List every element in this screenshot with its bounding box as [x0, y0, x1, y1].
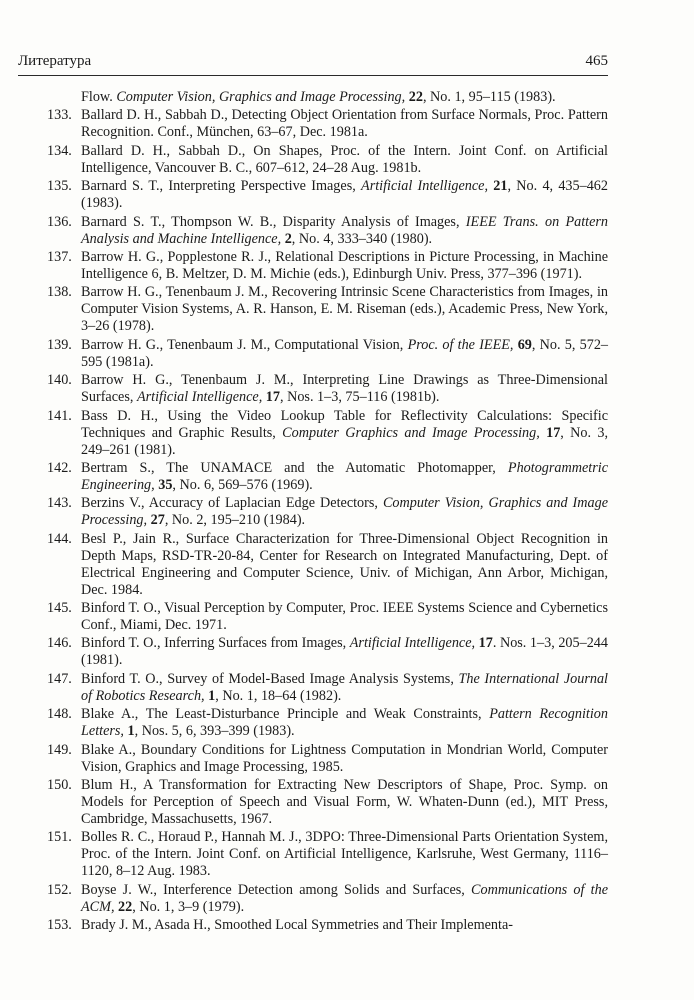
- reference-text: [81, 89, 608, 106]
- reference-text-run: Bolles R. C., Horaud P., Hannah M. J., 3DPO: Three-Dimensional Parts Orientation System, Proc. of the Intern. Joint Conf. on Artificial Intelligence, Karlsruhe, West Germany, 1116–1120, 8–12 Aug. 1983.: [81, 829, 608, 880]
- reference-source-title: Proc. of the IEEE,: [407, 336, 514, 353]
- reference-source-title: The International Journal of Robotics Research,: [81, 670, 608, 704]
- reference-number: 137.: [47, 248, 72, 265]
- reference-text-run: Binford T. O., Inferring Surfaces from Images,: [81, 635, 350, 652]
- reference-text: [81, 178, 608, 212]
- reference-number: 138.: [47, 284, 72, 301]
- reference-text-run: Boyse J. W., Interference Detection among Solids and Surfaces,: [81, 881, 472, 898]
- reference-text-run: Flow.: [81, 89, 117, 105]
- reference-source-title: Photogrammetric Engineering,: [81, 459, 608, 493]
- reference-entry: [18, 284, 608, 335]
- reference-number: 134.: [47, 142, 72, 159]
- reference-volume: 35: [158, 476, 173, 493]
- reference-entry: [18, 107, 608, 141]
- reference-number: 135.: [47, 178, 72, 195]
- reference-volume: 2: [284, 230, 292, 247]
- reference-entry: [18, 214, 608, 248]
- running-title: Литература: [18, 53, 92, 69]
- reference-entry: [18, 89, 608, 106]
- reference-number: 143.: [47, 495, 72, 512]
- reference-text: [81, 635, 608, 669]
- reference-text: [81, 777, 608, 828]
- reference-entry: [18, 742, 608, 776]
- reference-source-title: Computer Graphics and Image Processing,: [282, 424, 540, 441]
- reference-text-run: Barrow H. G., Tenenbaum J. M., Recovering Intrinsic Scene Characteristics from Images, in Computer Vision Systems, A. R. Hanson, E. M. Riseman (eds.), Academic Press, New York, 3–26 (1978).: [81, 284, 608, 335]
- reference-volume: 22: [408, 89, 423, 105]
- reference-volume: 21: [493, 178, 508, 195]
- reference-volume: 69: [517, 336, 532, 353]
- reference-text: [81, 107, 608, 141]
- reference-source-title: IEEE Trans. on Pattern Analysis and Machine Intelligence,: [81, 213, 608, 247]
- reference-number: 133.: [47, 107, 72, 124]
- reference-text: [81, 600, 608, 634]
- reference-text: [81, 495, 608, 529]
- reference-text-run: , No. 1, 18–64 (1982).: [215, 687, 342, 704]
- reference-text: [81, 917, 608, 934]
- reference-text: [81, 372, 608, 406]
- reference-text-run: , No. 4, 333–340 (1980).: [291, 230, 433, 247]
- reference-text-run: Barrow H. G., Tenenbaum J. M., Computational Vision,: [81, 336, 408, 353]
- reference-entry: [18, 600, 608, 634]
- reference-text-run: Binford T. O., Visual Perception by Computer, Proc. IEEE Systems Science and Cybernetics Conf., Miami, Dec. 1971.: [81, 600, 608, 634]
- reference-text-run: Blake A., The Least-Disturbance Principle and Weak Constraints,: [81, 706, 490, 723]
- reference-text-run: Binford T. O., Survey of Model-Based Image Analysis Systems,: [81, 670, 459, 687]
- reference-source-title: Communications of the ACM,: [81, 881, 608, 915]
- reference-number: 142.: [47, 459, 72, 476]
- reference-volume: 17: [265, 389, 280, 406]
- reference-entry: [18, 495, 608, 529]
- reference-source-title: Artificial Intelligence,: [349, 635, 476, 652]
- reference-number: 149.: [47, 741, 72, 758]
- reference-volume: 17: [478, 635, 493, 652]
- reference-text: [81, 742, 608, 776]
- reference-text-run: Ballard D. H., Sabbah D., On Shapes, Proc. of the Intern. Joint Conf. on Artificial Intelligence, Vancouver B. C., 607–612, 24–28 Aug. 1981b.: [81, 142, 608, 176]
- reference-number: 141.: [47, 407, 72, 424]
- reference-number: 145.: [47, 600, 72, 617]
- reference-volume: 22: [118, 898, 133, 915]
- reference-text-run: , Nos. 5, 6, 393–399 (1983).: [134, 723, 295, 740]
- reference-text: [81, 143, 608, 177]
- reference-text-run: Blake A., Boundary Conditions for Lightness Computation in Mondrian World, Computer Vision, Graphics and Image Processing, 1985.: [81, 741, 608, 775]
- reference-number: 147.: [47, 670, 72, 687]
- reference-entry: [18, 460, 608, 494]
- reference-text: [81, 214, 608, 248]
- reference-entry: [18, 706, 608, 740]
- reference-text: [81, 531, 608, 599]
- reference-entry: [18, 829, 608, 880]
- reference-text-run: , No. 3, 249–261 (1981).: [81, 424, 608, 458]
- reference-text: [81, 460, 608, 494]
- reference-number: 151.: [47, 829, 72, 846]
- page-number: 465: [585, 53, 608, 69]
- reference-source-title: Computer Vision, Graphics and Image Processing,: [116, 89, 406, 105]
- reference-source-title: Artificial Intelligence,: [361, 178, 489, 195]
- reference-volume: 17: [546, 424, 561, 441]
- reference-entry: [18, 777, 608, 828]
- reference-text-run: , No. 6, 569–576 (1969).: [172, 476, 313, 493]
- reference-text-run: , Nos. 1–3, 75–116 (1981b).: [279, 389, 440, 406]
- reference-text: [81, 337, 608, 371]
- reference-source-title: Pattern Recognition Letters,: [81, 706, 608, 740]
- reference-text-run: Brady J. M., Asada H., Smoothed Local Symmetries and Their Implementa-: [81, 917, 513, 934]
- page-header: [18, 52, 608, 74]
- reference-list: [18, 89, 608, 936]
- reference-text-run: , No. 1, 3–9 (1979).: [132, 898, 245, 915]
- reference-entry: [18, 635, 608, 669]
- reference-text-run: . Nos. 1–3, 205–244 (1981).: [81, 635, 608, 669]
- reference-number: 140.: [47, 372, 72, 389]
- reference-number: 148.: [47, 706, 72, 723]
- reference-number: 150.: [47, 777, 72, 794]
- reference-number: 139.: [47, 336, 72, 353]
- reference-number: 153.: [47, 917, 72, 934]
- reference-text-run: Blum H., A Transformation for Extracting New Descriptors of Shape, Proc. Symp. on Models for Perception of Speech and Visual Form, W. Whaten-Dunn (ed.), MIT Press, Cambridge, Massachusetts, 1967.: [81, 777, 608, 828]
- reference-text-run: Barrow H. G., Popplestone R. J., Relational Descriptions in Picture Processing, in Machine Intelligence 6, B. Meltzer, D. M. Michie (eds.), Edinburgh Univ. Press, 377–396 (1971).: [81, 248, 608, 282]
- header-rule: [18, 75, 608, 76]
- reference-number: 144.: [47, 530, 72, 547]
- reference-text: [81, 706, 608, 740]
- reference-text: [81, 829, 608, 880]
- reference-text-run: Barrow H. G., Tenenbaum J. M., Interpreting Line Drawings as Three-Dimensional Surfaces,: [81, 372, 608, 406]
- reference-number: 146.: [47, 635, 72, 652]
- reference-text-run: , No. 4, 435–462 (1983).: [81, 178, 608, 212]
- reference-text-run: , No. 1, 95–115 (1983).: [422, 89, 556, 105]
- reference-entry: [18, 337, 608, 371]
- reference-text-run: , No. 5, 572–595 (1981a).: [81, 336, 609, 370]
- reference-volume: 1: [208, 687, 216, 704]
- reference-entry: [18, 143, 608, 177]
- reference-entry: [18, 917, 608, 934]
- reference-volume: 1: [127, 723, 135, 740]
- reference-entry: [18, 671, 608, 705]
- reference-entry: [18, 531, 608, 599]
- reference-text: [81, 284, 608, 335]
- reference-text-run: Berzins V., Accuracy of Laplacian Edge Detectors,: [81, 495, 383, 512]
- reference-text-run: Besl P., Jain R., Surface Characterization for Three-Dimensional Object Recognition in Depth Maps, RSD-TR-20-84, Center for Research on Integrated Manufacturing, Dept. of Electrical Engineering and Computer Science, Univ. of Michigan, Ann Arbor, Michigan, Dec. 1984.: [81, 530, 608, 598]
- reference-entry: [18, 408, 608, 459]
- reference-source-title: Computer Vision, Graphics and Image Processing,: [81, 495, 608, 529]
- reference-entry: [18, 882, 608, 916]
- reference-text: [81, 249, 608, 283]
- reference-text-run: Bass D. H., Using the Video Lookup Table for Reflectivity Calculations: Specific Techniques and Graphic Results,: [81, 407, 608, 441]
- reference-text-run: Ballard D. H., Sabbah D., Detecting Object Orientation from Surface Normals, Proc. Pattern Recognition. Conf., München, 63–67, Dec. 1981a.: [81, 107, 608, 141]
- reference-text-run: Barnard S. T., Interpreting Perspective Images,: [81, 178, 362, 195]
- reference-text: [81, 671, 608, 705]
- reference-entry: [18, 249, 608, 283]
- reference-number: 136.: [47, 213, 72, 230]
- reference-text-run: Barnard S. T., Thompson W. B., Disparity Analysis of Images,: [81, 213, 466, 230]
- reference-volume: 27: [150, 512, 165, 529]
- reference-text-run: Bertram S., The UNAMACE and the Automatic Photomapper,: [81, 459, 508, 476]
- reference-entry: [18, 178, 608, 212]
- reference-source-title: Artificial Intelligence,: [136, 389, 263, 406]
- reference-entry: [18, 372, 608, 406]
- reference-text-run: , No. 2, 195–210 (1984).: [164, 512, 306, 529]
- reference-text: [81, 408, 608, 459]
- reference-text: [81, 882, 608, 916]
- reference-number: 152.: [47, 881, 72, 898]
